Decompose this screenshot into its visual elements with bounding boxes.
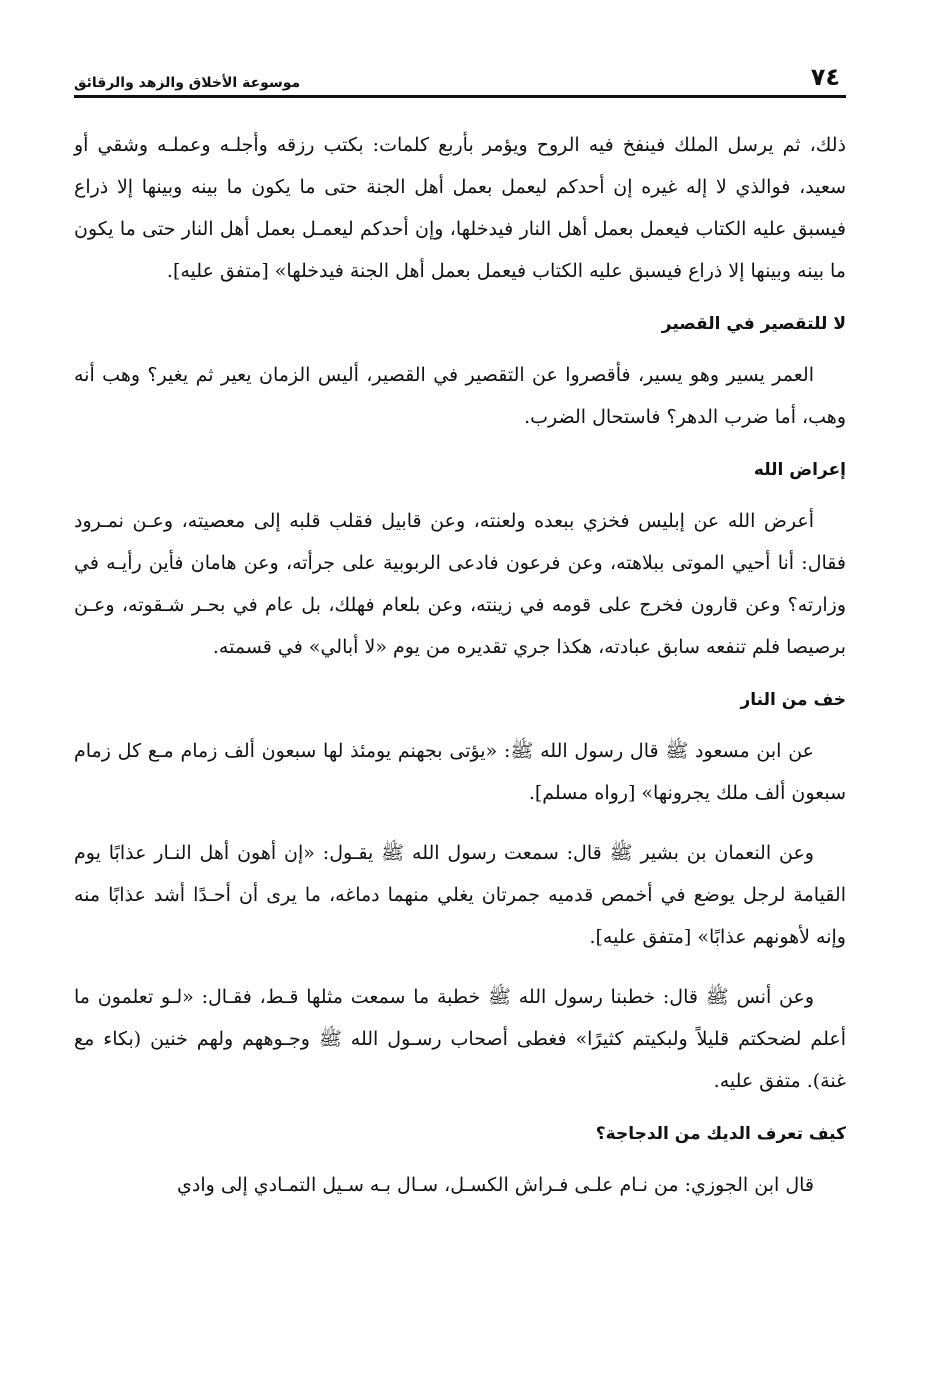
book-page <box>74 62 846 1362</box>
paragraph: ذلك، ثم يرسل الملك فينفخ فيه الروح ويؤمر بأربع كلمات: بكتب رزقه وأجلـه وعملـه وشقي أو سعيد، فوالذي لا إله غيره إن أحدكم ليعمل بعمل أهل الجنة حتى ما يكون ما بينه وبينها إلا ذراع فيسبق عليه الكتاب فيعمل بعمل أهل النار فيدخلها، وإن أحدكم ليعمـل بعمل أهل النار حتى ما يكون ما بينه وبينها إلا ذراع فيسبق عليه الكتاب فيعمل بعمل أهل الجنة فيدخلها» [متفق عليه]. <box>74 134 846 282</box>
paragraph: وعن النعمان بن بشير ﷺ قال: سمعت رسول الله ﷺ يقـول: «إن أهون أهل النـار عذابًا يوم القيامة لرجل يوضع في أخمص قدميه جمرتان يغلي منهما دماغه، ما يرى أن أحـدًا أشد عذابًا منه وإنه لأهونهم عذابًا» [متفق عليه]. <box>74 842 846 948</box>
section-heading: لا للتقصير في القصير <box>661 314 846 334</box>
section-heading: إعراض الله <box>753 460 846 480</box>
section-fear-the-fire <box>74 686 846 1102</box>
paragraph: قال ابن الجوزي: من نـام علـى فـراش الكسـل، سـال بـه سـيل التمـادي إلى وادي <box>177 1174 814 1196</box>
paragraph: وعن أنس ﷺ قال: خطبنا رسول الله ﷺ خطبة ما سمعت مثلها قـط، فقـال: «لـو تعلمون ما أعلم لضحكتم قليلاً ولبكيتم كثيرًا» فغطى أصحاب رسـول الله ﷺ وجـوههم ولهم خنين (بكاء مع غنة). متفق عليه. <box>74 986 846 1092</box>
running-header <box>74 62 846 98</box>
section-allah-turning-away <box>74 456 846 668</box>
paragraph: العمر يسير وهو يسير، فأقصروا عن التقصير في القصير، أليس الزمان يعير ثم يغير؟ وهب أنه وهب، أما ضرب الدهر؟ فاستحال الضرب. <box>74 364 846 428</box>
section-heading: كيف تعرف الديك من الدجاجة؟ <box>595 1124 846 1144</box>
section-rooster-and-hen <box>74 1120 846 1206</box>
section-opening-hadith <box>74 124 846 292</box>
book-title: موسوعة الأخلاق والزهد والرقائق <box>74 75 301 91</box>
section-heading: خف من النار <box>740 690 846 710</box>
page-number: ٧٤ <box>810 63 840 91</box>
section-no-shortcoming <box>74 310 846 438</box>
paragraph: أعرض الله عن إبليس فخزي ببعده ولعنته، وعن قابيل فقلب قلبه إلى معصيته، وعـن نمـرود فقال: أنا أحيي الموتى ببلاهته، وعن فرعون فادعى الربوبية على جرأته، وعن هامان فأين رأيـه في وزارته؟ وعن قارون فخرج على قومه في زينته، وعن بلعام فهلك، بل عام في بحـر شـقوته، وعـن برصيصا فلم تنفعه سابق عبادته، هكذا جري تقديره من يوم «لا أبالي» في قسمته. <box>74 510 846 658</box>
page-content <box>74 124 846 1206</box>
paragraph: عن ابن مسعود ﷺ قال رسول الله ﷺ: «يؤتى بجهنم يومئذ لها سبعون ألف زمام مـع كل زمام سبعون ألف ملك يجرونها» [رواه مسلم]. <box>74 740 846 804</box>
